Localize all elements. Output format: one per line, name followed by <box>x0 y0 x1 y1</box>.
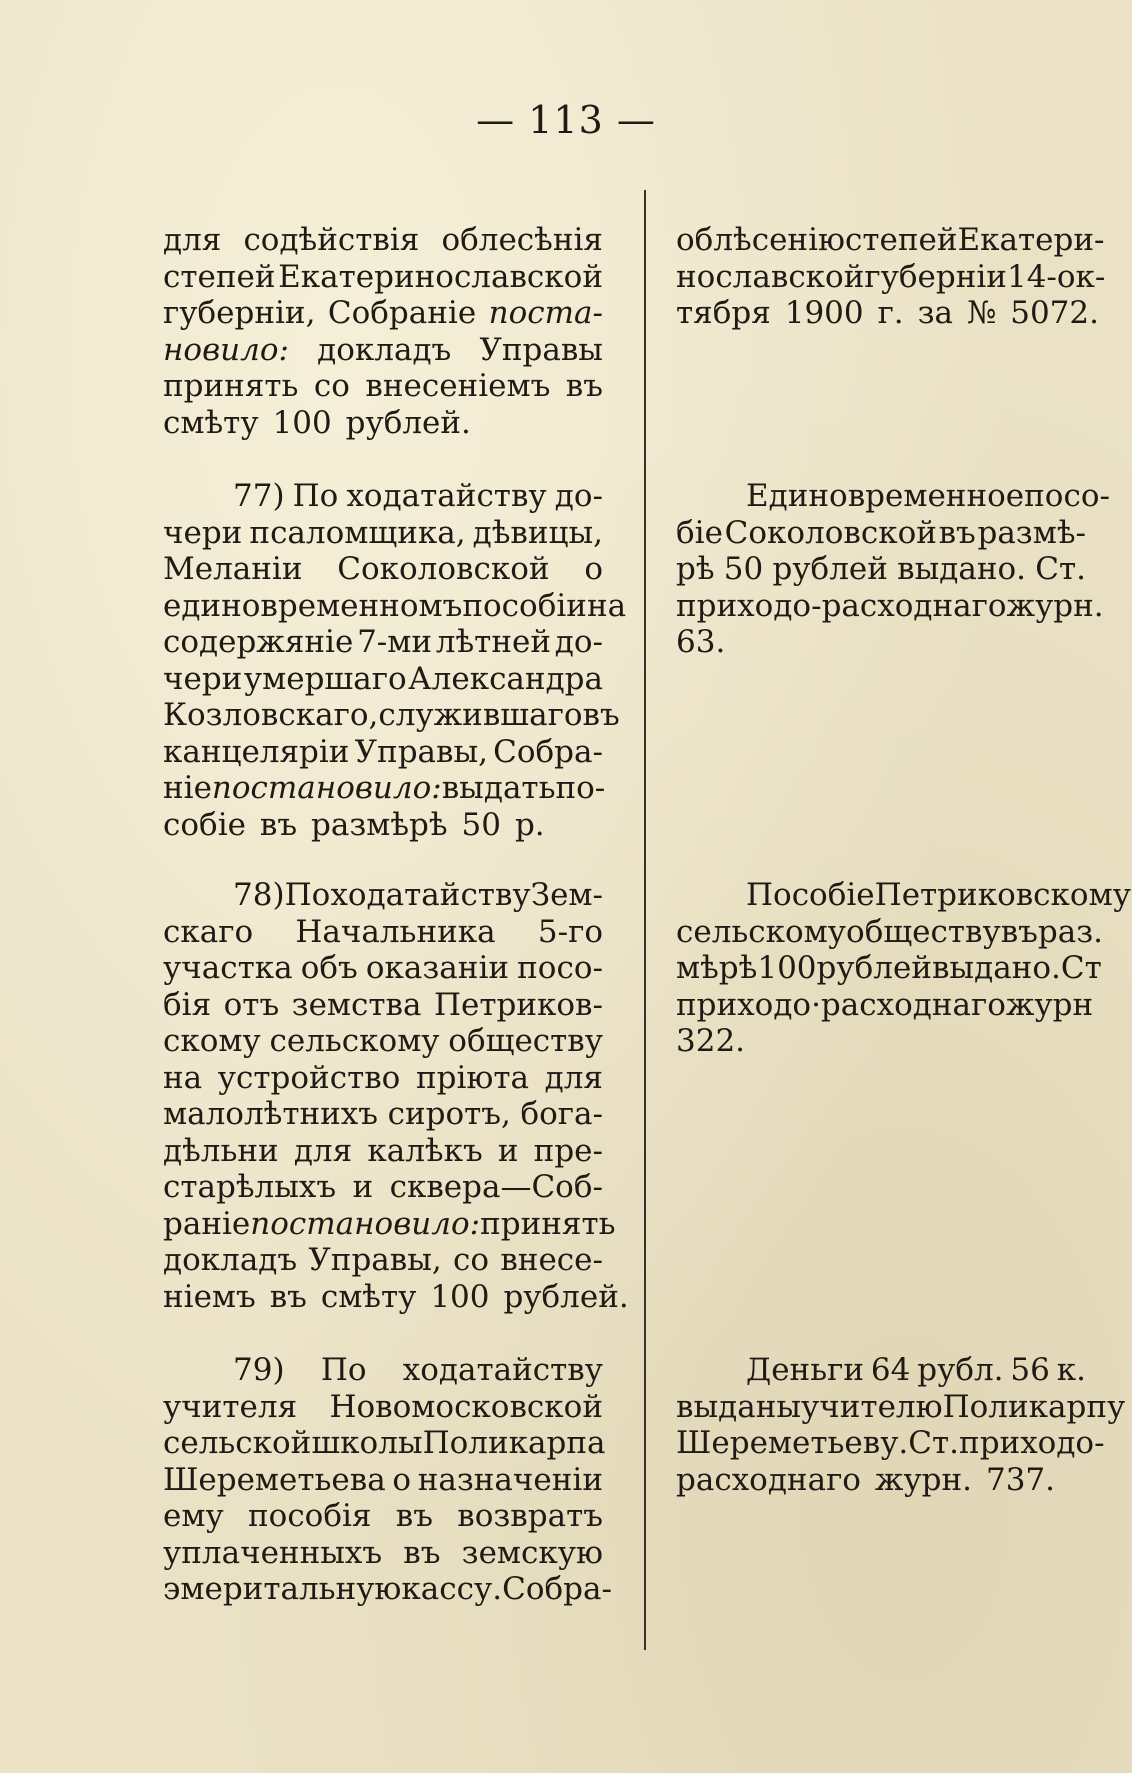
word: раніе <box>163 1205 251 1242</box>
word: принять <box>163 368 299 404</box>
text-line <box>163 734 603 771</box>
word: за <box>917 295 953 331</box>
word: рублей. <box>503 1278 629 1315</box>
text-line <box>676 587 1104 625</box>
word: рубл. <box>917 1352 1004 1388</box>
text-line <box>163 807 603 844</box>
word: старѣлыхъ <box>163 1169 337 1205</box>
word: біе <box>676 514 723 551</box>
word: скому <box>163 1023 261 1059</box>
word: на <box>163 1059 203 1096</box>
word: отъ <box>223 986 280 1023</box>
text-line <box>163 1096 603 1133</box>
word: Петриковскому <box>874 877 1131 913</box>
word: и <box>352 1169 374 1205</box>
text-line <box>163 295 603 332</box>
word: Шереметьеву. <box>676 1425 909 1461</box>
left-column-paragraph <box>163 877 629 1315</box>
word: объ <box>300 950 358 986</box>
word: сельской <box>163 1425 312 1461</box>
word: псаломщика, <box>249 514 466 551</box>
text-line <box>163 770 606 807</box>
word: 63. <box>676 624 726 660</box>
text-line <box>163 405 603 442</box>
text-line <box>163 1278 629 1316</box>
text-line <box>163 1535 603 1572</box>
text-line <box>163 551 603 588</box>
word: тября <box>676 295 771 331</box>
text-line <box>163 1352 603 1389</box>
word: посо- <box>517 950 603 986</box>
word: выданы <box>676 1388 802 1425</box>
text-line <box>163 987 603 1024</box>
text-line <box>676 1023 1086 1060</box>
text-line <box>163 368 603 405</box>
word: внесеніемъ <box>365 368 551 404</box>
word: сельскому <box>269 1023 440 1059</box>
word: Поликарпа <box>422 1425 606 1461</box>
word: № <box>966 295 997 331</box>
text-line <box>163 587 627 625</box>
word: умершаго <box>243 660 407 697</box>
word: Соколовской <box>337 551 550 587</box>
word: постановило: <box>250 1205 481 1242</box>
word: облѣсенію <box>676 222 845 258</box>
word: размѣрѣ <box>311 806 448 843</box>
word: 64 <box>870 1352 911 1388</box>
word: По <box>284 877 331 913</box>
word: ніе <box>163 770 212 806</box>
word: 100 <box>757 950 817 986</box>
word: учителя <box>163 1388 298 1425</box>
text-line <box>676 515 1086 552</box>
word: устройство <box>217 1059 401 1096</box>
word: бія <box>163 986 212 1023</box>
text-line <box>676 1462 1086 1499</box>
text-line <box>676 913 1104 951</box>
text-line <box>163 1023 603 1060</box>
word: лѣтней <box>435 624 552 660</box>
word: - <box>811 587 822 624</box>
word: Зем- <box>530 877 603 913</box>
word: к. <box>1056 1352 1086 1388</box>
column-divider <box>644 190 646 1650</box>
word: г. <box>877 295 904 331</box>
word: рублей. <box>345 404 471 441</box>
word: земскую <box>461 1534 603 1571</box>
word: пріюта <box>415 1059 530 1096</box>
left-column-paragraph <box>163 1352 612 1608</box>
word: журн. <box>1006 587 1104 624</box>
text-line <box>163 478 603 515</box>
word: расходнаго <box>821 587 1007 624</box>
word: докладъ <box>163 1242 298 1278</box>
text-line <box>163 1498 603 1535</box>
word: приходо·расходнаго <box>676 986 1006 1023</box>
word: 322. <box>676 1023 746 1059</box>
word: ходатайству <box>330 877 531 913</box>
text-line <box>676 986 1094 1024</box>
word: калѣкъ <box>367 1132 483 1169</box>
text-line <box>676 877 1131 914</box>
word: 78) <box>233 877 285 913</box>
word: Управы <box>479 331 603 368</box>
text-line <box>676 478 1110 515</box>
word: мѣрѣ <box>676 950 758 986</box>
word: поста- <box>488 295 603 331</box>
word: Петриков- <box>433 986 603 1023</box>
word: кассу. <box>401 1571 503 1607</box>
word: Александра <box>408 660 603 697</box>
text-line <box>676 1388 1126 1426</box>
text-line <box>163 914 603 951</box>
word: выдано. <box>931 950 1061 986</box>
word: Управы, <box>354 733 488 770</box>
text-line <box>163 1389 603 1426</box>
text-line <box>676 222 1105 259</box>
word: сельскому <box>676 913 847 950</box>
word: Екатери- <box>957 222 1105 258</box>
word: въ <box>938 514 976 551</box>
word: и <box>497 1132 519 1169</box>
word: Пособіе <box>746 877 875 913</box>
word: сквера—Соб- <box>389 1169 603 1205</box>
word: пособія <box>248 1498 372 1534</box>
word: Меланіи <box>163 551 303 587</box>
word: рублей <box>816 950 932 986</box>
word: ніемъ <box>163 1278 256 1315</box>
text-line <box>163 697 620 734</box>
word: оказаніи <box>365 950 510 986</box>
word: единовременномъ <box>163 587 463 624</box>
word: Собра- <box>493 733 603 770</box>
word: Ст. <box>908 1425 960 1461</box>
word: постановило: <box>211 770 442 806</box>
word: для <box>544 1059 603 1096</box>
text-line <box>676 295 1099 332</box>
word: Екатеринославской <box>278 258 603 295</box>
word: По <box>292 478 339 514</box>
page-number: — 113 — <box>476 98 656 142</box>
word: въ <box>565 368 603 404</box>
text-line <box>163 1571 612 1608</box>
word: 56 <box>1010 1352 1050 1388</box>
word: Козловскаго, <box>163 697 379 733</box>
word: о <box>584 551 603 587</box>
word: 77) <box>233 478 285 514</box>
word: въ <box>259 806 298 843</box>
text-line <box>163 661 603 698</box>
word: дѣльни <box>163 1132 279 1169</box>
right-column-paragraph <box>676 222 1106 332</box>
word: раз. <box>1037 913 1104 950</box>
text-line <box>676 258 1106 296</box>
word: возвратъ <box>457 1498 603 1534</box>
word: расходнаго <box>676 1461 861 1498</box>
word: обществу <box>846 913 1001 950</box>
word: до- <box>554 624 603 660</box>
word: уплаченныхъ <box>163 1534 383 1571</box>
word: о <box>392 1461 412 1498</box>
word: журн. <box>874 1461 973 1498</box>
word: служившаго <box>378 697 583 733</box>
word: облесѣнія <box>441 222 603 258</box>
word: пре- <box>533 1132 603 1169</box>
word: собіе <box>163 806 246 843</box>
word: со <box>313 368 350 404</box>
text-line <box>163 222 603 259</box>
word: степей <box>845 222 958 258</box>
word: чери <box>163 514 243 551</box>
text-line <box>163 1425 606 1462</box>
text-line <box>676 1425 1105 1462</box>
word: эмеритальную <box>163 1571 402 1607</box>
word: по- <box>555 770 606 806</box>
text-line <box>163 1205 616 1243</box>
word: бога- <box>520 1096 603 1132</box>
text-line <box>163 1133 603 1170</box>
word: размѣ- <box>977 514 1086 551</box>
word: учителю <box>801 1388 943 1425</box>
text-line <box>163 1242 603 1279</box>
text-line <box>163 1169 603 1206</box>
text-line <box>163 950 603 987</box>
text-line <box>676 624 1086 661</box>
word: 14-ок- <box>1006 258 1106 295</box>
word: 737. <box>985 1461 1056 1498</box>
word: смѣту <box>163 404 259 441</box>
word: внесе- <box>500 1242 603 1278</box>
word: 50 <box>723 551 764 587</box>
word: посо- <box>1024 478 1110 514</box>
text-line <box>676 551 1086 588</box>
word: 79) <box>233 1352 285 1388</box>
word: въ <box>582 697 620 733</box>
word: сиротъ, <box>387 1096 511 1132</box>
word: выдано. <box>897 551 1027 587</box>
word: приходо- <box>959 1425 1105 1461</box>
word: въ <box>403 1534 441 1571</box>
word: выдать <box>441 770 556 806</box>
word: школы <box>311 1425 423 1461</box>
word: 5072. <box>1010 295 1099 331</box>
left-column-paragraph <box>163 478 627 843</box>
word: Управы, <box>308 1242 442 1278</box>
word: со <box>453 1242 490 1278</box>
word: Начальника <box>295 913 496 950</box>
text-line <box>163 624 603 661</box>
text-line <box>163 332 603 369</box>
word: 100 <box>272 404 332 441</box>
word: приходо <box>676 587 812 624</box>
word: Ст <box>1060 950 1102 986</box>
word: содѣйствія <box>243 222 420 258</box>
text-line <box>163 877 603 914</box>
word: чери <box>163 660 243 697</box>
word: малолѣтнихъ <box>163 1096 379 1132</box>
word: въ <box>1000 913 1038 950</box>
word: Единовременное <box>746 478 1025 514</box>
word: Поликарпу <box>942 1388 1126 1425</box>
word: для <box>163 222 222 258</box>
text-line <box>163 515 603 552</box>
word: содержяніе <box>163 624 354 660</box>
word: степей <box>163 258 276 295</box>
word: 100 <box>430 1278 490 1315</box>
word: скаго <box>163 913 254 950</box>
word: ему <box>163 1498 224 1534</box>
word: Ст. <box>1035 551 1086 587</box>
word: 50 <box>461 806 501 843</box>
word: 7-ми <box>357 624 433 660</box>
right-column-paragraph <box>676 877 1131 1060</box>
word: земства <box>291 986 422 1023</box>
word: принять <box>480 1205 616 1242</box>
right-column-paragraph <box>676 478 1110 661</box>
word: назначеніи <box>417 1461 603 1498</box>
word: журн <box>1005 986 1094 1023</box>
word: губерніи, <box>163 295 316 331</box>
word: губерніи <box>864 258 1007 295</box>
word: докладъ <box>317 331 452 368</box>
word: По <box>320 1352 367 1388</box>
word: Соколовской <box>724 514 937 551</box>
word: Собра- <box>502 1571 612 1607</box>
word: участка <box>163 950 293 986</box>
word: пособіи <box>462 587 587 624</box>
word: канцеляріи <box>163 733 350 770</box>
text-line <box>676 950 1102 987</box>
word: дѣвицы, <box>472 514 603 551</box>
word: для <box>293 1132 353 1169</box>
word: р. <box>514 806 545 843</box>
text-line <box>163 259 603 296</box>
word: смѣту <box>320 1278 417 1315</box>
right-column-paragraph <box>676 1352 1126 1498</box>
word: ходатайству <box>402 1352 603 1388</box>
word: рѣ <box>676 551 715 587</box>
word: въ <box>269 1278 307 1315</box>
word: ходатайству <box>346 478 547 514</box>
word: въ <box>395 1498 433 1534</box>
left-column-paragraph <box>163 222 603 441</box>
word: нославской <box>676 258 865 295</box>
word: Шереметьева <box>163 1461 386 1498</box>
text-line <box>163 1462 603 1499</box>
word: 1900 <box>784 295 864 331</box>
word: обществу <box>448 1023 603 1059</box>
word: 5-го <box>537 913 603 950</box>
word: до- <box>554 478 603 514</box>
word: рублей <box>772 551 888 587</box>
word: новило: <box>163 331 289 368</box>
text-line <box>163 1060 603 1097</box>
word: Собраніе <box>327 295 477 331</box>
word: Новомосковской <box>329 1388 603 1425</box>
text-line <box>676 1352 1086 1389</box>
word: Деньги <box>746 1352 864 1388</box>
word: на <box>586 587 627 624</box>
